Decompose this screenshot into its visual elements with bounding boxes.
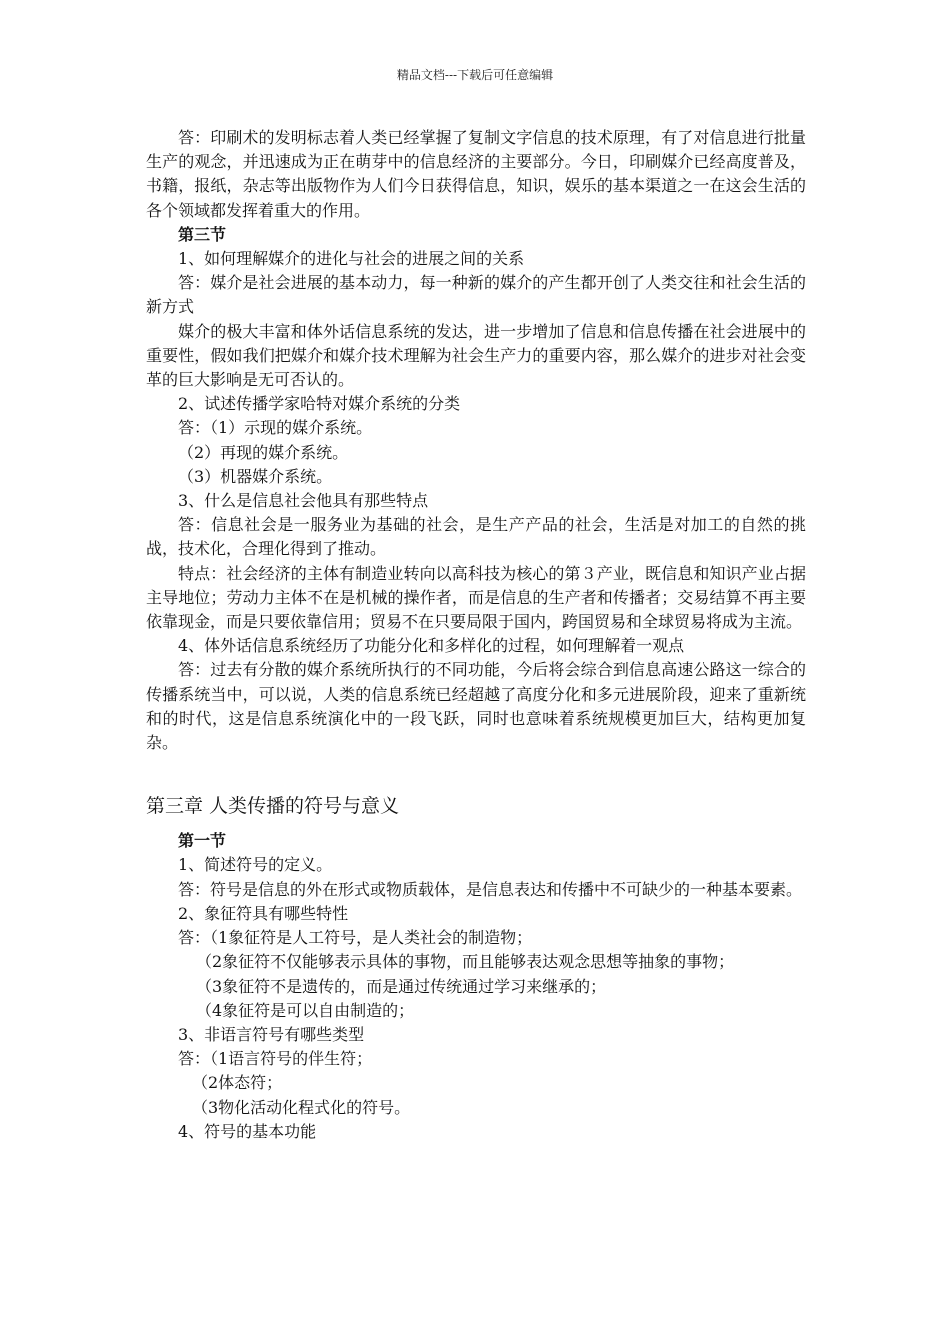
answer-paragraph: 特点：社会经济的主体有制造业转向以高科技为核心的第３产业，既信息和知识产业占据主导地位；劳动力主体不在是机械的操作者，而是信息的生产者和传播者；交易结算不再主要依靠现金，而是只要依靠信用；贸易不在只要局限于国内，跨国贸易和全球贸易将成为主流。 <box>146 563 806 632</box>
answer-list-item: （3物化活动化程式化的符号。 <box>192 1097 411 1117</box>
answer-paragraph: 答：信息社会是一服务业为基础的社会，是生产产品的社会，生活是对加工的自然的挑战，技术化，合理化得到了推动。 <box>146 515 806 559</box>
answer-paragraph: 答：（1）示现的媒介系统。 <box>178 418 373 438</box>
answer-paragraph: 答：符号是信息的外在形式或物质载体，是信息表达和传播中不可缺少的一种基本要素。 <box>178 879 803 899</box>
answer-paragraph: 答：（1象征符是人工符号，是人类社会的制造物； <box>178 928 533 948</box>
answer-paragraph: 答：媒介是社会进展的基本动力，每一种新的媒介的产生都开创了人类交往和社会生活的新方式 <box>146 273 806 317</box>
question: 1、简述符号的定义。 <box>178 855 333 875</box>
answer-list-item: （2体态符； <box>192 1073 283 1093</box>
question: 3、什么是信息社会他具有那些特点 <box>178 491 429 511</box>
answer-list-item: （2）再现的媒介系统。 <box>178 442 349 462</box>
question: 3、非语言符号有哪些类型 <box>178 1024 365 1044</box>
answer-list-item: （2象征符不仅能够表示具体的事物，而且能够表达观念思想等抽象的事物； <box>196 952 735 972</box>
section-heading: 第三节 <box>178 224 227 244</box>
question: 2、象征符具有哪些特性 <box>178 903 349 923</box>
answer-paragraph: 答：印刷术的发明标志着人类已经掌握了复制文字信息的技术原理，有了对信息进行批量生产的观念，并迅速成为正在萌芽中的信息经济的主要部分。今日，印刷媒介已经高度普及，书籍，报纸，杂志等出版物作为人们今日获得信息，知识，娱乐的基本渠道之一在这会生活的各个领域都发挥着重大的作用。 <box>146 128 806 220</box>
answer-paragraph: 答：过去有分散的媒介系统所执行的不同功能，今后将会综合到信息高速公路这一综合的传播系统当中，可以说，人类的信息系统已经超越了高度分化和多元进展阶段，迎来了重新统和的时代，这是信息系统演化中的一段飞跃，同时也意味着系统规模更加巨大，结构更加复杂。 <box>146 660 806 753</box>
question: 4、符号的基本功能 <box>178 1121 317 1141</box>
chapter-title: 第三章 人类传播的符号与意义 <box>146 795 400 818</box>
answer-paragraph: 媒介的极大丰富和体外话信息系统的发达，进一步增加了信息和信息传播在社会进展中的重要性，假如我们把媒介和媒介技术理解为社会生产力的重要内容，那么媒介的进步对社会变革的巨大影响是无可否认的。 <box>146 321 806 390</box>
page-header: 精品文档---下载后可任意编辑 <box>396 68 554 82</box>
document-body <box>146 126 806 1144</box>
answer-list-item: （4象征符是可以自由制造的； <box>196 1000 415 1020</box>
answer-list-item: （3）机器媒介系统。 <box>178 466 333 486</box>
section-heading: 第一节 <box>178 831 227 851</box>
answer-list-item: （3象征符不是遗传的，而是通过传统通过学习来继承的； <box>196 976 607 996</box>
question: 2、试述传播学家哈特对媒介系统的分类 <box>178 394 461 414</box>
question: 4、体外话信息系统经历了功能分化和多样化的过程，如何理解着一观点 <box>178 636 685 656</box>
question: 1、如何理解媒介的进化与社会的进展之间的关系 <box>178 249 525 269</box>
answer-paragraph: 答：（1语言符号的伴生符； <box>178 1049 373 1069</box>
